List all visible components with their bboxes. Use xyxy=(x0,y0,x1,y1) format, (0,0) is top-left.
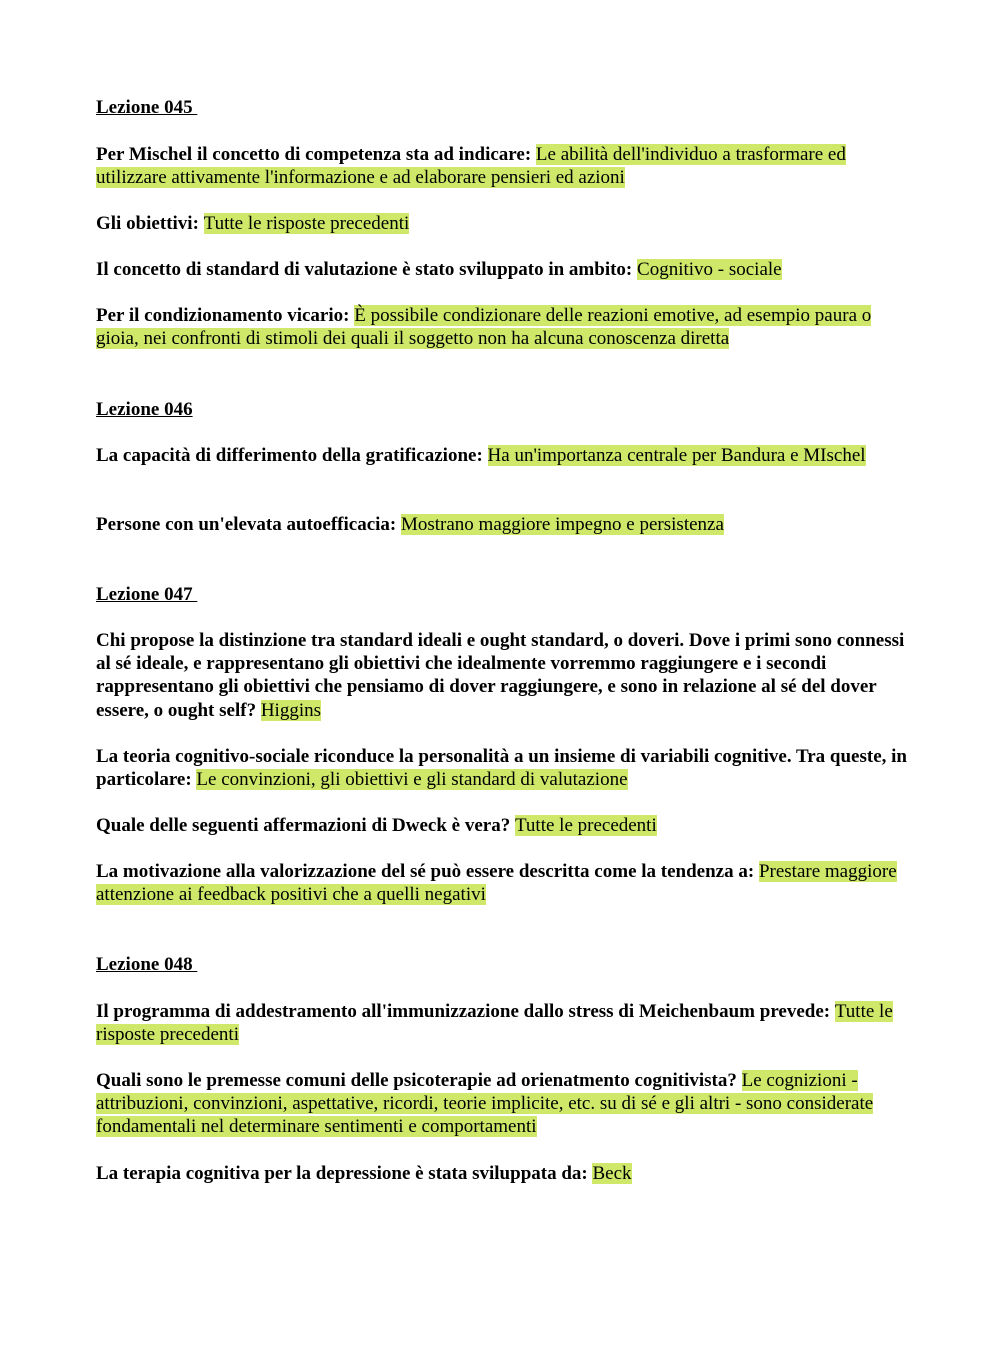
qa-item xyxy=(96,629,908,722)
question: La teoria cognitivo-sociale riconduce la personalità a un insieme di variabili cognitive. Tra queste, in particolare: xyxy=(96,746,907,791)
answer-highlight: Tutte le risposte precedenti xyxy=(96,1001,893,1046)
question: La terapia cognitiva per la depressione è stata sviluppata da: xyxy=(96,1163,593,1184)
section-title: Lezione 048 xyxy=(96,954,198,975)
question: Il programma di addestramento all'immunizzazione dallo stress di Meichenbaum prevede: xyxy=(96,1001,835,1022)
question: Quali sono le premesse comuni delle psicoterapie ad orienatmento cognitivista? xyxy=(96,1070,742,1091)
question: Persone con un'elevata autoefficacia: xyxy=(96,514,401,535)
question: Gli obiettivi: xyxy=(96,213,204,234)
section-title: Lezione 047 xyxy=(96,584,198,605)
question: La motivazione alla valorizzazione del sé può essere descritta come la tendenza a: xyxy=(96,861,759,882)
answer-highlight: Beck xyxy=(592,1163,632,1184)
qa-item xyxy=(96,444,908,467)
qa-item xyxy=(96,513,908,536)
qa-item xyxy=(96,212,908,235)
qa-item xyxy=(96,1162,908,1185)
qa-item xyxy=(96,860,908,906)
question: Per il condizionamento vicario: xyxy=(96,305,355,326)
question: La capacità di differimento della gratificazione: xyxy=(96,445,488,466)
qa-item xyxy=(96,304,908,350)
answer-highlight: Le abilità dell'individuo a trasformare ed utilizzare attivamente l'informazione e ad elaborare pensieri ed azioni xyxy=(96,144,846,189)
question: Chi propose la distinzione tra standard ideali e ought standard, o doveri. Dove i primi sono connessi al sé ideale, e rappresentano gli obiettivi che idealmente vorremmo raggiungere e i secondi rappresentano gli obiettivi che pensiamo di dover raggiungere, e sono in relazione al sé del dover essere, o ought self? xyxy=(96,630,905,721)
answer-highlight: Ha un'importanza centrale per Bandura e MIschel xyxy=(487,445,866,466)
qa-item xyxy=(96,745,908,791)
question: Quale delle seguenti affermazioni di Dweck è vera? xyxy=(96,815,515,836)
question: Il concetto di standard di valutazione è stato sviluppato in ambito: xyxy=(96,259,638,280)
qa-item xyxy=(96,143,908,189)
qa-item xyxy=(96,1069,908,1139)
question: Per Mischel il concetto di competenza sta ad indicare: xyxy=(96,144,536,165)
answer-highlight: Le cognizioni - attribuzioni, convinzioni, aspettative, ricordi, teorie implicite, etc. su di sé e gli altri - sono considerate fondamentali nel determinare sentimenti e comportamenti xyxy=(96,1070,874,1138)
answer-highlight: Tutte le risposte precedenti xyxy=(203,213,410,234)
qa-item xyxy=(96,1000,908,1046)
answer-highlight: Tutte le precedenti xyxy=(514,815,657,836)
section-title: Lezione 046 xyxy=(96,399,193,420)
answer-highlight: Higgins xyxy=(260,699,322,721)
answer-highlight: Prestare maggiore attenzione ai feedback positivi che a quelli negativi xyxy=(96,861,897,906)
qa-item xyxy=(96,258,908,281)
qa-item xyxy=(96,814,908,837)
answer-highlight: È possibile condizionare delle reazioni emotive, ad esempio paura o gioia, nei confronti di stimoli dei quali il soggetto non ha alcuna conoscenza diretta xyxy=(96,305,872,350)
answer-highlight: Le convinzioni, gli obiettivi e gli standard di valutazione xyxy=(196,769,628,791)
answer-highlight: Mostrano maggiore impegno e persistenza xyxy=(400,514,724,535)
section-title: Lezione 045 xyxy=(96,97,198,118)
answer-highlight: Cognitivo - sociale xyxy=(637,259,782,280)
